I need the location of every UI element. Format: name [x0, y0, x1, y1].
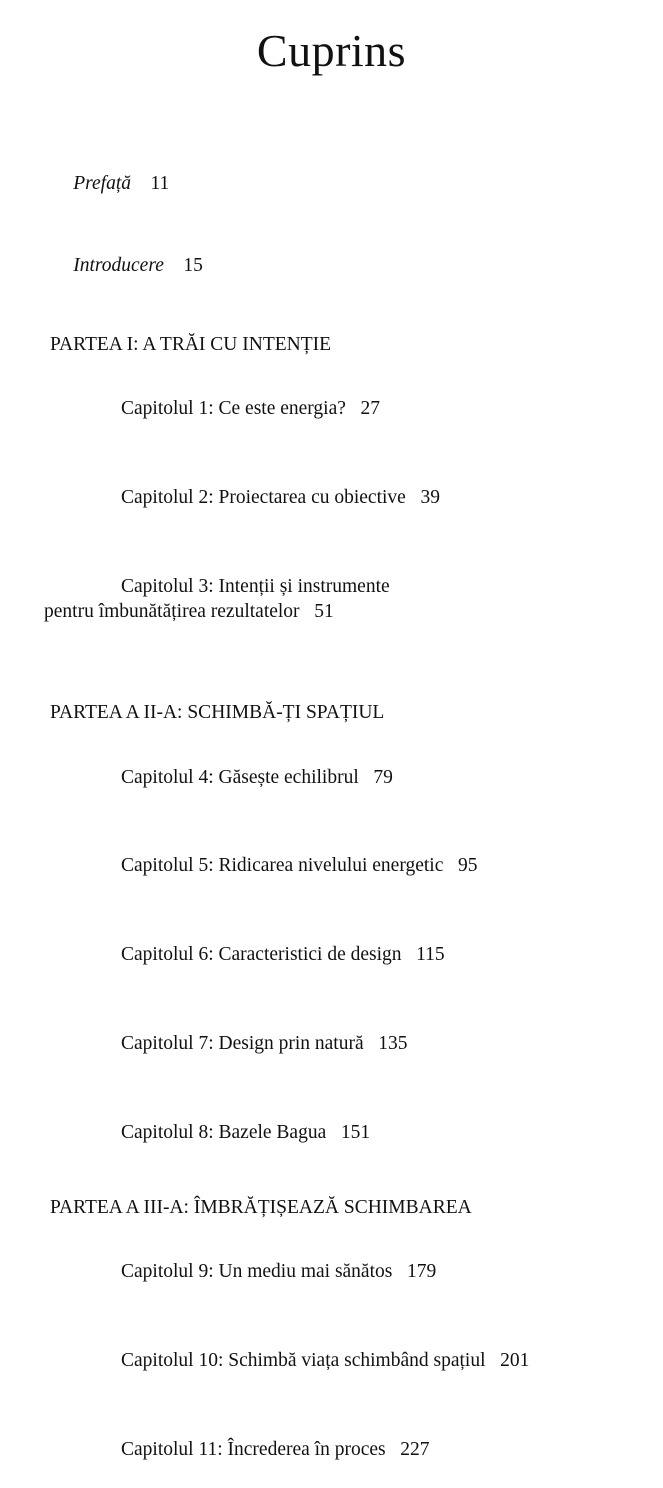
- chapter-entry: [82, 459, 619, 537]
- part-title: PARTEA A II-A: SCHIMBĂ-ȚI SPAȚIUL: [50, 702, 385, 724]
- front-matter-label: Prefață: [73, 173, 132, 195]
- front-matter-list: [44, 155, 619, 295]
- chapter-page: 39: [420, 486, 440, 508]
- chapter-entry: [82, 916, 619, 994]
- chapter-entry: [82, 1322, 619, 1400]
- front-matter-item: [44, 236, 619, 295]
- chapter-label-line2: pentru îmbunătățirea rezultatelor 51: [44, 601, 334, 623]
- chapter-page: 115: [416, 944, 445, 966]
- front-matter-page: 15: [183, 254, 203, 276]
- chapter-label: Capitolul 8: Bazele Bagua: [121, 1121, 327, 1143]
- front-matter-item: [44, 155, 619, 214]
- chapter-label: Capitolul 4: Găsește echilibrul: [121, 766, 359, 788]
- chapter-label: Capitolul 5: Ridicarea nivelului energetic: [121, 855, 444, 877]
- chapter-entry: [82, 1005, 619, 1083]
- chapter-page: 201: [500, 1349, 530, 1371]
- chapter-label: Capitolul 3: Intenții și instrumente: [121, 575, 390, 597]
- chapter-label: Capitolul 6: Caracteristici de design: [121, 944, 402, 966]
- chapter-label: Capitolul 11: Încrederea în proces: [121, 1438, 386, 1460]
- chapter-entry: [82, 370, 619, 448]
- parts-list: [44, 335, 619, 1488]
- chapter-entry: [82, 1094, 619, 1172]
- part-section: [44, 1198, 619, 1488]
- chapter-entry: [82, 1411, 619, 1488]
- part-title: PARTEA I: A TRĂI CU INTENȚIE: [50, 333, 332, 355]
- part-section: [44, 335, 619, 678]
- chapter-entry: [82, 1233, 619, 1311]
- chapter-page: 135: [378, 1032, 408, 1054]
- part-title: PARTEA A III-A: ÎMBRĂȚIȘEAZĂ SCHIMBAREA: [50, 1196, 472, 1218]
- chapter-label: Capitolul 9: Un mediu mai sănătos: [121, 1260, 393, 1282]
- chapter-page: 51: [314, 601, 334, 623]
- chapter-label: Capitolul 7: Design prin natură: [121, 1032, 364, 1054]
- chapter-page: 151: [340, 1121, 371, 1143]
- front-matter-label: Introducere: [73, 254, 164, 276]
- chapter-label: Capitolul 1: Ce este energia?: [121, 398, 346, 420]
- chapter-label: Capitolul 10: Schimbă viața schimbând spațiul: [121, 1349, 486, 1371]
- chapter-page: 179: [406, 1260, 437, 1282]
- part-section: [44, 703, 619, 1171]
- chapter-page: 27: [360, 398, 381, 420]
- chapter-page: 79: [373, 766, 393, 788]
- front-matter-page: 11: [150, 173, 170, 195]
- chapter-entry: [82, 828, 619, 906]
- chapter-entry: [44, 548, 619, 678]
- chapter-label: Capitolul 2: Proiectarea cu obiective: [121, 486, 406, 508]
- chapter-page: 95: [458, 855, 478, 877]
- chapter-entry: [82, 739, 619, 817]
- chapter-page: 227: [400, 1438, 430, 1460]
- page-title: Cuprins: [256, 25, 407, 76]
